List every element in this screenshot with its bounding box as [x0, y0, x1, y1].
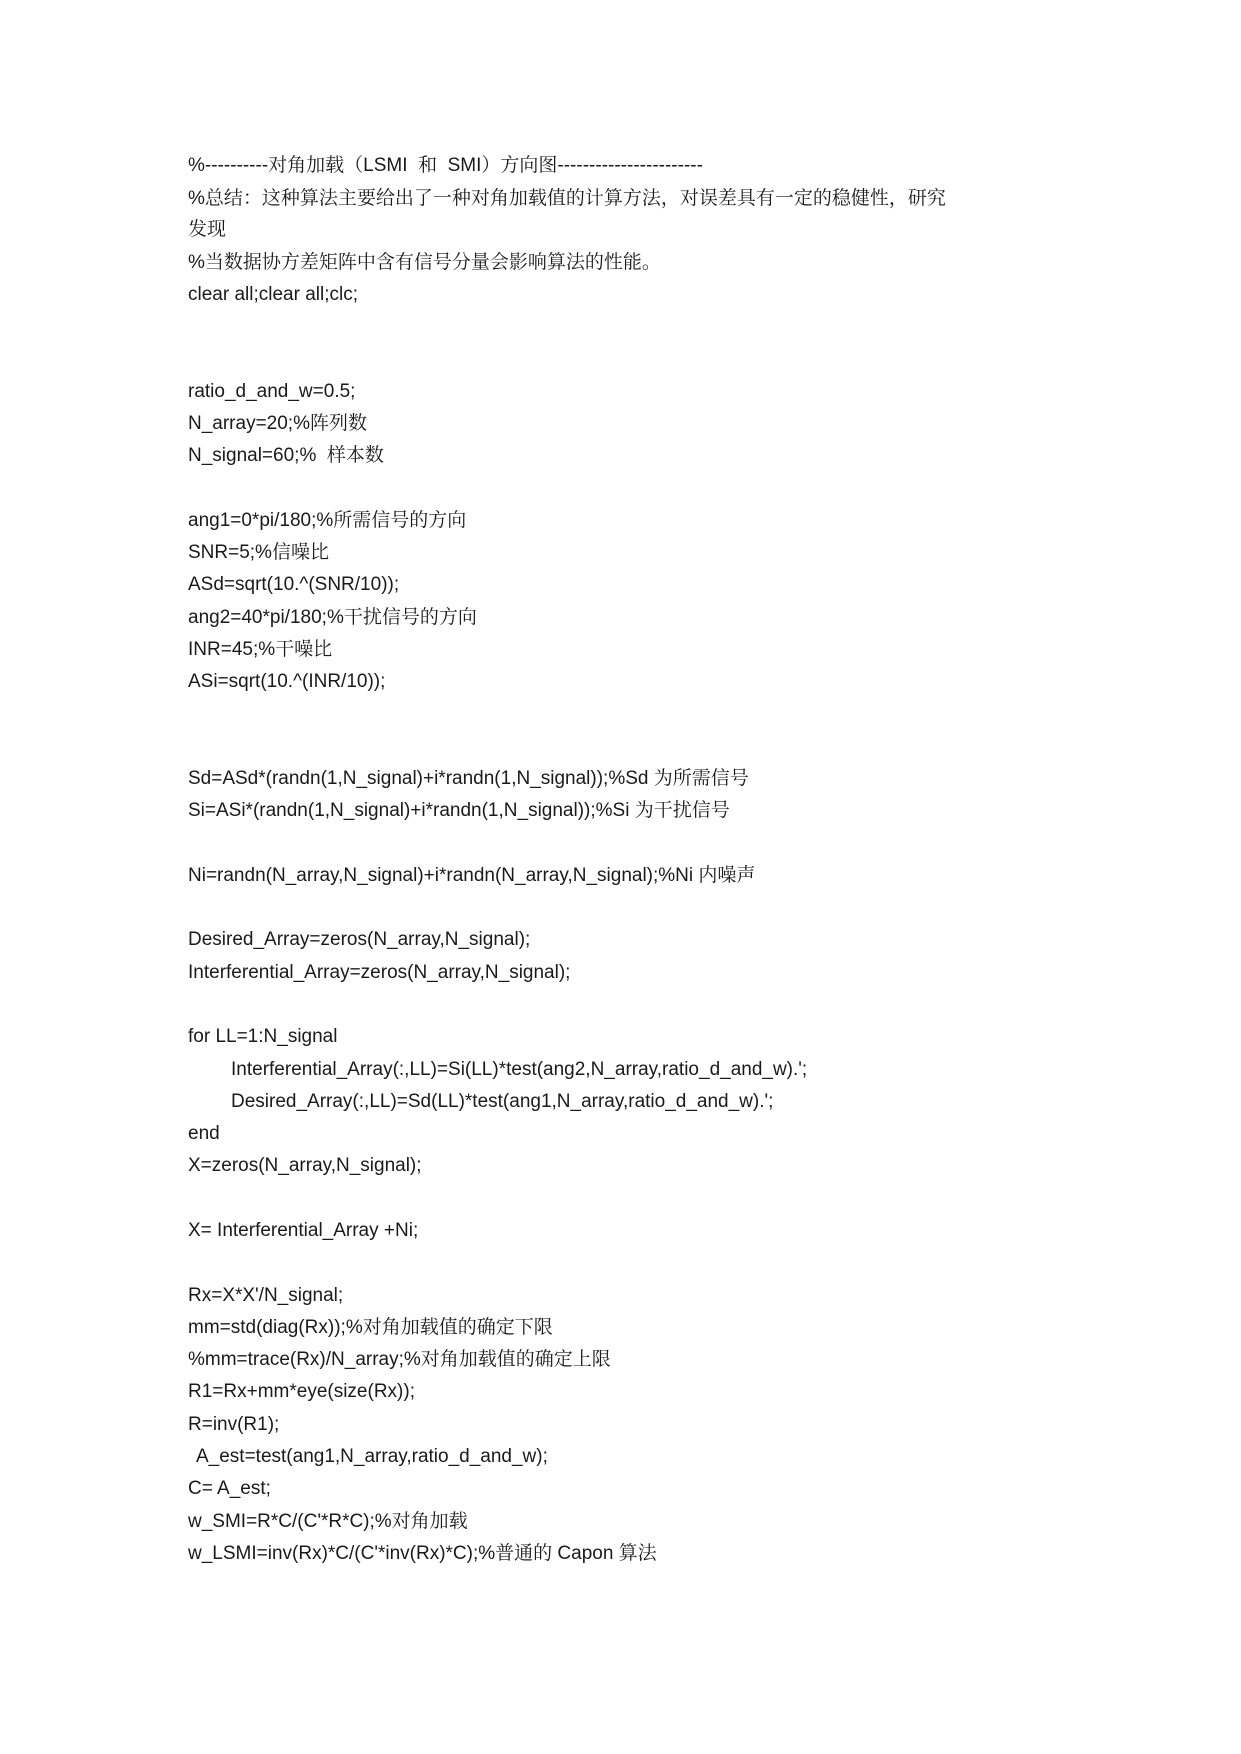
- code-line-x-zeros: X=zeros(N_array,N_signal);: [188, 1155, 422, 1176]
- code-line-x-sum: X= Interferential_Array +Ni;: [188, 1220, 419, 1241]
- code-line-summary: %总结：这种算法主要给出了一种对角加载值的计算方法，对误差具有一定的稳健性，研究: [188, 188, 946, 209]
- code-line-for: for LL=1:N_signal: [188, 1026, 338, 1047]
- code-line-mm-comment: %mm=trace(Rx)/N_array;%对角加载值的确定上限: [188, 1349, 611, 1370]
- code-line-n-array: N_array=20;%阵列数: [188, 413, 367, 434]
- code-line-si: Si=ASi*(randn(1,N_signal)+i*randn(1,N_signal));%Si 为干扰信号: [188, 800, 730, 821]
- code-line-heading: %----------对角加载（LSMI 和 SMI）方向图-----------------------: [188, 155, 703, 176]
- code-line-end: end: [188, 1123, 220, 1144]
- code-line-rx: Rx=X*X'/N_signal;: [188, 1285, 344, 1306]
- code-line-w-smi: w_SMI=R*C/(C'*R*C);%对角加载: [188, 1511, 468, 1532]
- code-line-r: R=inv(R1);: [188, 1414, 280, 1435]
- code-line-comment: %当数据协方差矩阵中含有信号分量会影响算法的性能。: [188, 252, 661, 273]
- code-line-summary-cont: 发现: [188, 219, 227, 240]
- code-line-mm: mm=std(diag(Rx));%对角加载值的确定下限: [188, 1317, 553, 1338]
- code-line-desired-zeros: Desired_Array=zeros(N_array,N_signal);: [188, 929, 531, 950]
- code-line-ang1: ang1=0*pi/180;%所需信号的方向: [188, 510, 467, 531]
- code-line-sd: Sd=ASd*(randn(1,N_signal)+i*randn(1,N_signal));%Sd 为所需信号: [188, 768, 749, 789]
- code-line-asi: ASi=sqrt(10.^(INR/10));: [188, 671, 386, 692]
- code-line-interf-zeros: Interferential_Array=zeros(N_array,N_signal);: [188, 962, 571, 983]
- code-line-ang2: ang2=40*pi/180;%干扰信号的方向: [188, 607, 477, 628]
- code-line-asd: ASd=sqrt(10.^(SNR/10));: [188, 574, 400, 595]
- code-line-loop-interf: Interferential_Array(:,LL)=Si(LL)*test(ang2,N_array,ratio_d_and_w).';: [231, 1059, 808, 1080]
- code-line-snr: SNR=5;%信噪比: [188, 542, 329, 563]
- code-line-n-signal: N_signal=60;% 样本数: [188, 445, 384, 466]
- code-line-w-lsmi: w_LSMI=inv(Rx)*C/(C'*inv(Rx)*C);%普通的 Capon 算法: [188, 1543, 657, 1564]
- code-line-ni: Ni=randn(N_array,N_signal)+i*randn(N_array,N_signal);%Ni 内噪声: [188, 865, 756, 886]
- code-line-ratio: ratio_d_and_w=0.5;: [188, 381, 356, 402]
- code-line-a-est: A_est=test(ang1,N_array,ratio_d_and_w);: [196, 1446, 548, 1467]
- code-line-inr: INR=45;%干噪比: [188, 639, 333, 660]
- code-line-loop-desired: Desired_Array(:,LL)=Sd(LL)*test(ang1,N_array,ratio_d_and_w).';: [231, 1091, 774, 1112]
- code-line-r1: R1=Rx+mm*eye(size(Rx));: [188, 1381, 415, 1402]
- code-line-clear: clear all;clear all;clc;: [188, 284, 358, 305]
- code-line-c: C= A_est;: [188, 1478, 271, 1499]
